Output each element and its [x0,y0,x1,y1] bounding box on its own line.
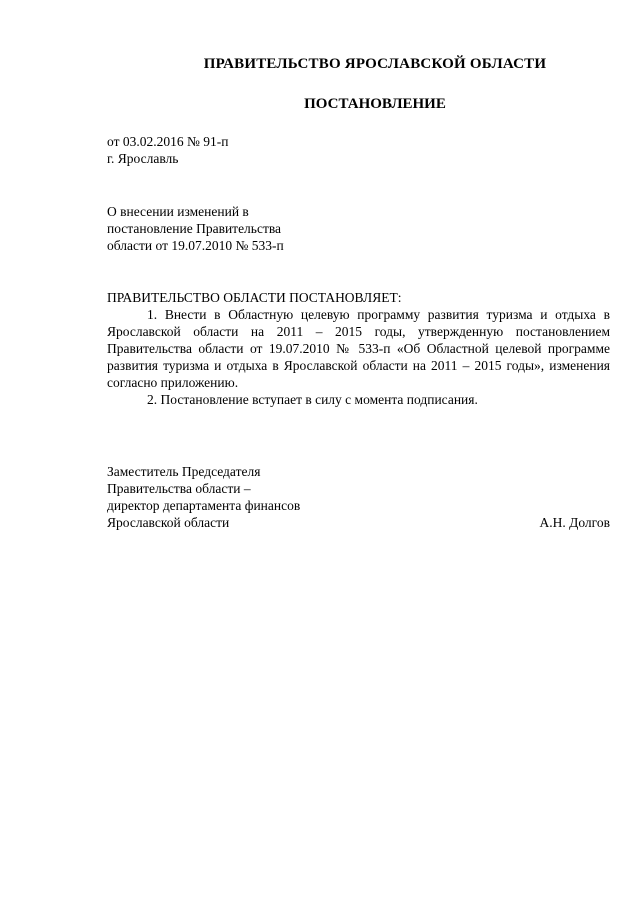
signer-position-line: Заместитель Председателя [107,464,261,479]
signer-last-line [107,514,610,531]
resolves-heading: ПРАВИТЕЛЬСТВО ОБЛАСТИ ПОСТАНОВЛЯЕТ: [107,290,402,305]
signer-position-line: Ярославской области [107,515,230,530]
signature-block [107,463,610,531]
document-meta [107,133,228,167]
body-paragraph-1: 1. Внести в Областную целевую программу развития туризма и отдыха в Ярославской области на 2011 – 2015 годы, утвержденную постановлением Правительства области от 19.07.2010 № 533-п «Об Областной целевой программе развития туризма и отдыха в Ярославской области на 2011 – 2015 годы», изменения согласно приложению. [107,307,610,390]
document-type-title: ПОСТАНОВЛЕНИЕ [304,96,446,112]
city: г. Ярославль [107,151,179,166]
document-body [107,289,610,408]
body-paragraph-2: 2. Постановление вступает в силу с момента подписания. [147,392,478,407]
signer-name: А.Н. Долгов [539,515,610,530]
subject-line: области от 19.07.2010 № 533-п [107,238,284,253]
subject-line: О внесении изменений в [107,204,249,219]
date-number: от 03.02.2016 № 91-п [107,134,229,149]
government-title: ПРАВИТЕЛЬСТВО ЯРОСЛАВСКОЙ ОБЛАСТИ [203,56,547,72]
signer-position-line: директор департамента финансов [107,498,301,513]
document-subject [107,203,284,254]
subject-line: постановление Правительства [107,221,282,236]
signer-position-line: Правительства области – [107,481,251,496]
